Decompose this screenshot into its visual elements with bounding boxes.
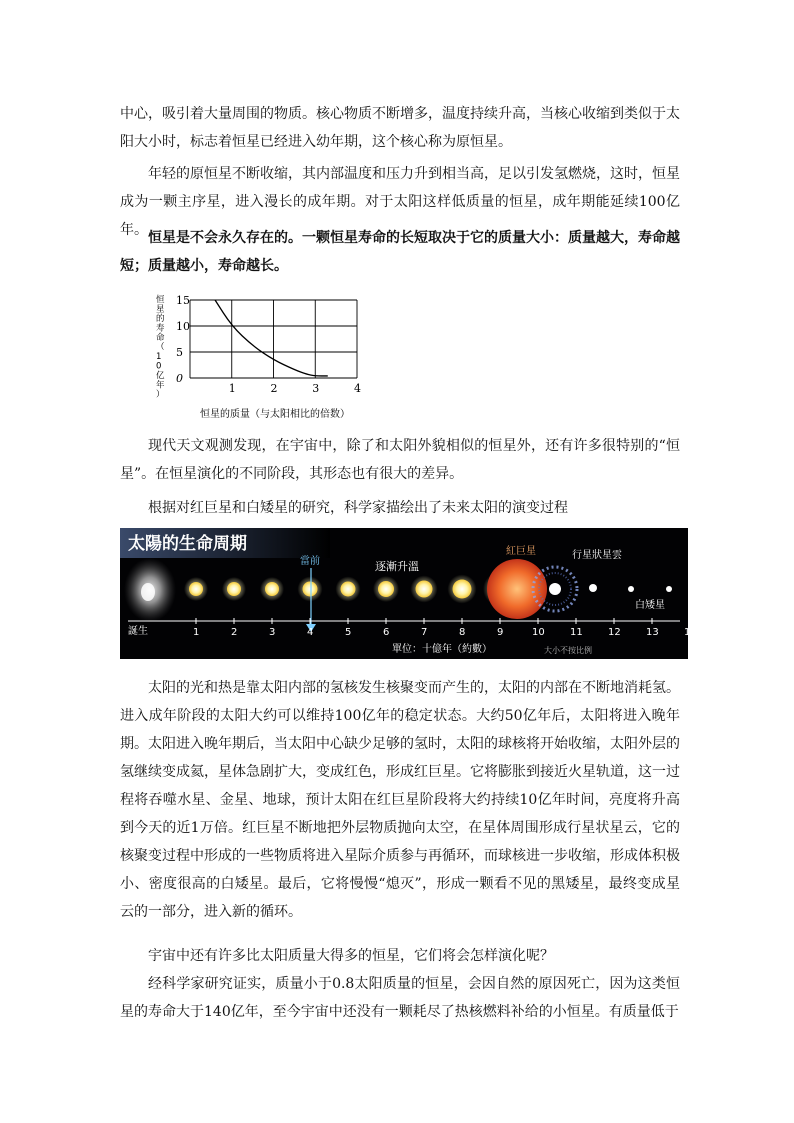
x-tick-label: 1 bbox=[228, 382, 236, 395]
y-tick-label: 15 bbox=[176, 294, 190, 307]
y-axis-label-char: 亿 bbox=[156, 371, 165, 381]
x-tick-label: 3 bbox=[312, 382, 320, 395]
paragraph-low-mass-stars: 经科学家研究证实，质量小于0.8太阳质量的恒星，会因自然的原因死亡，因为这类恒星的寿命大于140亿年，至今宇宙中还没有一颗耗尽了热核燃料补给的小恒星。有质量低于 bbox=[120, 976, 680, 1020]
timeline-tick-label: 7 bbox=[421, 627, 428, 638]
sun-stage-icon bbox=[265, 582, 279, 596]
birth-label: 誕生 bbox=[128, 626, 148, 637]
paragraph-special-stars: 现代天文观测发现，在宇宙中，除了和太阳外貌相似的恒星外，还有许多很特别的“恒星”。在恒星演化的不同阶段，其形态也有很大的差异。 bbox=[120, 438, 680, 482]
now-label: 當前 bbox=[300, 556, 320, 567]
y-axis-label-char: 0 bbox=[156, 361, 162, 372]
unit-label: 單位：十億年（約數） bbox=[392, 644, 492, 655]
timeline-tick-label: 4 bbox=[307, 627, 314, 638]
timeline-tick-label: 1 bbox=[193, 627, 200, 638]
white-dwarf-12-icon bbox=[589, 584, 597, 592]
paragraph-protostar: 中心，吸引着大量周围的物质。核心物质不断增多，温度持续升高，当核心收缩到类似于太阳大小时，标志着恒星已经进入幼年期，这个核心称为原恒星。 bbox=[120, 106, 680, 150]
timeline-tick-label: 9 bbox=[497, 627, 504, 638]
y-axis-label-char: 年 bbox=[156, 380, 165, 391]
white-dwarf-14-icon bbox=[666, 586, 672, 592]
paragraph-main-sequence: 年轻的原恒星不断收缩，其内部温度和压力升到相当高，足以引发氢燃烧，这时，恒星成为一颗主序星，进入漫长的成年期。对于太阳这样低质量的恒星，成年期能延续100亿年。 bbox=[120, 166, 680, 238]
x-axis-label: 恒星的质量（与太阳相比的倍数） bbox=[200, 409, 350, 420]
lifespan-mass-chart bbox=[150, 290, 370, 422]
paragraph-massive-stars-question: 宇宙中还有许多比太阳质量大得多的恒星，它们将会怎样演化呢？ bbox=[148, 948, 554, 964]
timeline-tick-label: 6 bbox=[383, 627, 390, 638]
y-axis-label-char: ） bbox=[156, 390, 165, 400]
y-axis-label-char: 寿 bbox=[156, 323, 165, 334]
red-giant-icon bbox=[487, 559, 547, 619]
sun-stage-icon bbox=[453, 580, 472, 599]
y-axis-label-char: 星 bbox=[156, 304, 165, 315]
sun-stage-icon bbox=[416, 581, 433, 598]
sun-stage-icon bbox=[378, 581, 394, 597]
y-tick-label: 5 bbox=[176, 346, 183, 359]
y-axis-label-char: 的 bbox=[156, 314, 165, 324]
y-axis-label-char: 1 bbox=[156, 352, 162, 362]
sun-stage-icon bbox=[227, 582, 241, 596]
paragraph-sun-evolution-intro: 根据对红巨星和白矮星的研究，科学家描绘出了未来太阳的演变过程 bbox=[148, 500, 568, 516]
timeline-tick-label: 11 bbox=[570, 627, 583, 638]
y-axis-label-char: 恒 bbox=[156, 295, 165, 305]
star-stages bbox=[184, 572, 517, 606]
timeline-tick-label: 8 bbox=[459, 627, 466, 638]
sun-stage-icon bbox=[189, 582, 203, 596]
timeline-tick-label: 13 bbox=[646, 627, 659, 638]
timeline-tick-label: 2 bbox=[231, 627, 238, 638]
scale-note: 大小不按比例 bbox=[544, 646, 592, 655]
sun-stage-icon bbox=[303, 582, 318, 597]
timeline-tick-label: 5 bbox=[345, 627, 352, 638]
banner-title: 太陽的生命周期 bbox=[128, 534, 247, 554]
x-tick-label: 2 bbox=[270, 382, 278, 395]
timeline-tick-label: 12 bbox=[608, 627, 621, 638]
y-axis-label-char: （ bbox=[156, 342, 165, 353]
timeline-tick-label: 14 bbox=[684, 627, 697, 638]
x-tick-label: 4 bbox=[354, 382, 361, 395]
chart-grid bbox=[190, 300, 357, 378]
white-dwarf-13-icon bbox=[628, 586, 634, 592]
x-tick-labels bbox=[229, 382, 361, 395]
planetary-nebula-label: 行星狀星雲 bbox=[572, 550, 622, 561]
white-dwarf-label: 白矮星 bbox=[635, 600, 665, 611]
paragraph-lifespan-rule: 恒星是不会永久存在的。一颗恒星寿命的长短取决于它的质量大小：质量越大，寿命越短；质量越小，寿命越长。 bbox=[120, 230, 680, 274]
rising-temp-label: 逐漸升溫 bbox=[375, 560, 419, 573]
timeline-tick-label: 10 bbox=[532, 627, 545, 638]
sun-life-cycle-banner bbox=[120, 528, 697, 659]
y-tick-label: 0 bbox=[176, 372, 183, 385]
paragraph-sun-lifecycle: 太阳的光和热是靠太阳内部的氢核发生核聚变而产生的，太阳的内部在不断地消耗氢。进入成年阶段的太阳大约可以维持100亿年的稳定状态。大约50亿年后，太阳将进入晚年期。太阳进入晚年期后，当太阳中心缺少足够的氢时，太阳的球核将开始收缩，太阳外层的氢继续变成氦，星体急剧扩大，变成红色，形成红巨星。它将膨胀到接近火星轨道，这一过程将吞噬水星、金星、地球，预计太阳在红巨星阶段将大约持续10亿年时间，亮度将升高到今天的近1万倍。红巨星不断地把外层物质抛向太空，在星体周围形成行星状星云，它的核聚变过程中形成的一些物质将进入星际介质参与再循环，而球核进一步收缩，形成体积极小、密度很高的白矮星。最后，它将慢慢“熄灭”，形成一颗看不见的黑矮星，最终变成星云的一部分，进入新的循环。 bbox=[120, 680, 680, 920]
sun-stage-icon bbox=[341, 582, 356, 597]
y-tick-label: 10 bbox=[176, 320, 190, 333]
y-tick-labels bbox=[176, 294, 190, 385]
timeline-tick-label: 3 bbox=[269, 627, 276, 638]
y-axis-label-char: 命 bbox=[156, 333, 165, 343]
red-giant-label: 紅巨星 bbox=[506, 546, 536, 557]
y-axis-label bbox=[156, 294, 165, 400]
